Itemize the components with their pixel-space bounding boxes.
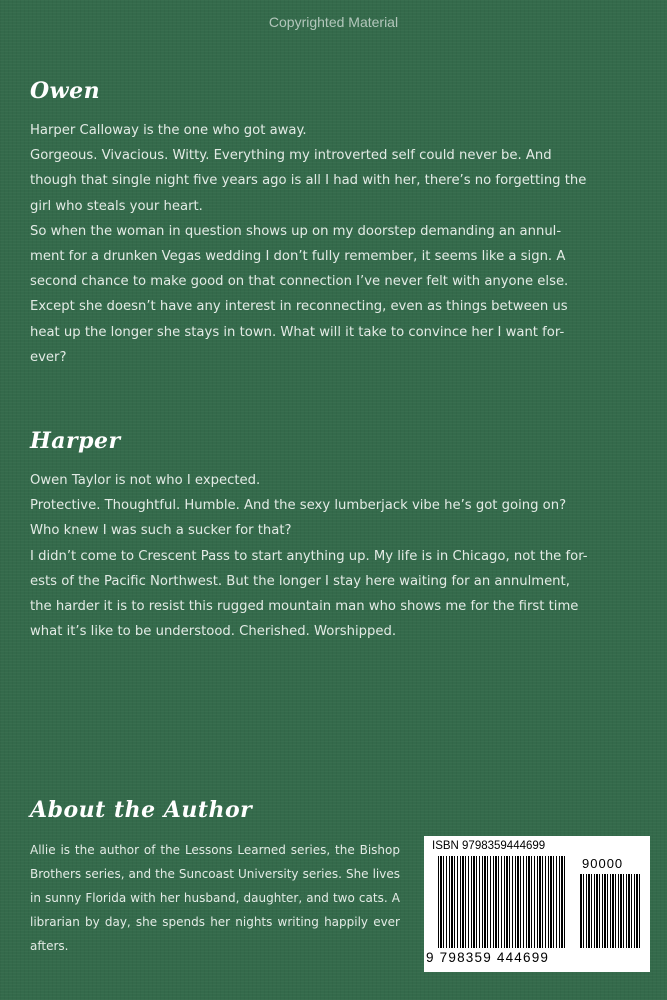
owen-line: ever? — [30, 349, 67, 365]
owen-line: though that single night five years ago is all I had with her, there’s no forgetting the — [30, 173, 587, 189]
harper-line: Protective. Thoughtful. Humble. And the sexy lumberjack vibe he’s got going on? — [30, 498, 567, 514]
harper-blurb — [30, 468, 640, 644]
copyright-watermark: Copyrighted Material — [268, 14, 399, 30]
harper-line: Owen Taylor is not who I expected. — [30, 473, 261, 488]
owen-line: Except she doesn’t have any interest in reconnecting, even as things between us — [30, 299, 568, 315]
barcode-bars — [438, 856, 566, 948]
owen-line: Gorgeous. Vivacious. Witty. Everything my introverted self could never be. And — [30, 148, 552, 164]
barcode-number: 9 798359 444699 — [426, 950, 550, 965]
owen-blurb — [30, 118, 640, 370]
harper-line: I didn’t come to Crescent Pass to start anything up. My life is in Chicago, not the for- — [30, 548, 588, 564]
harper-line: Who knew I was such a sucker for that? — [30, 523, 292, 539]
harper-line: ests of the Pacific Northwest. But the longer I stay here waiting for an annulment, — [30, 573, 570, 589]
owen-line: So when the woman in question shows up on my doorstep demanding an annul- — [30, 223, 562, 239]
about-text: Allie is the author of the Lessons Learned series, the Bishop Brothers series, and the Suncoast University series. She lives in sunny Florida with her husband, daughter, and two cats. A librarian by day, she spends her nights writing happily ever afters. — [30, 843, 400, 953]
about-heading: About the Author — [30, 797, 253, 823]
isbn-label: ISBN 9798359444699 — [432, 840, 546, 852]
owen-line: second chance to make good on that connection I’ve never felt with anyone else. — [30, 274, 569, 290]
owen-line: girl who steals your heart. — [30, 198, 203, 214]
owen-heading: Owen — [30, 78, 101, 104]
owen-line: Harper Calloway is the one who got away. — [30, 123, 307, 138]
addon-barcode-bars — [580, 874, 640, 948]
harper-heading: Harper — [30, 428, 121, 454]
price-code: 90000 — [582, 856, 624, 871]
harper-line: the harder it is to resist this rugged mountain man who shows me for the first time — [30, 599, 579, 615]
harper-line: what it’s like to be understood. Cherished. Worshipped. — [30, 624, 397, 640]
isbn-barcode — [424, 836, 650, 972]
owen-line: ment for a drunken Vegas wedding I don’t fully remember, it seems like a sign. A — [30, 249, 566, 265]
owen-line: heat up the longer she stays in town. What will it take to convince her I want for- — [30, 324, 565, 340]
